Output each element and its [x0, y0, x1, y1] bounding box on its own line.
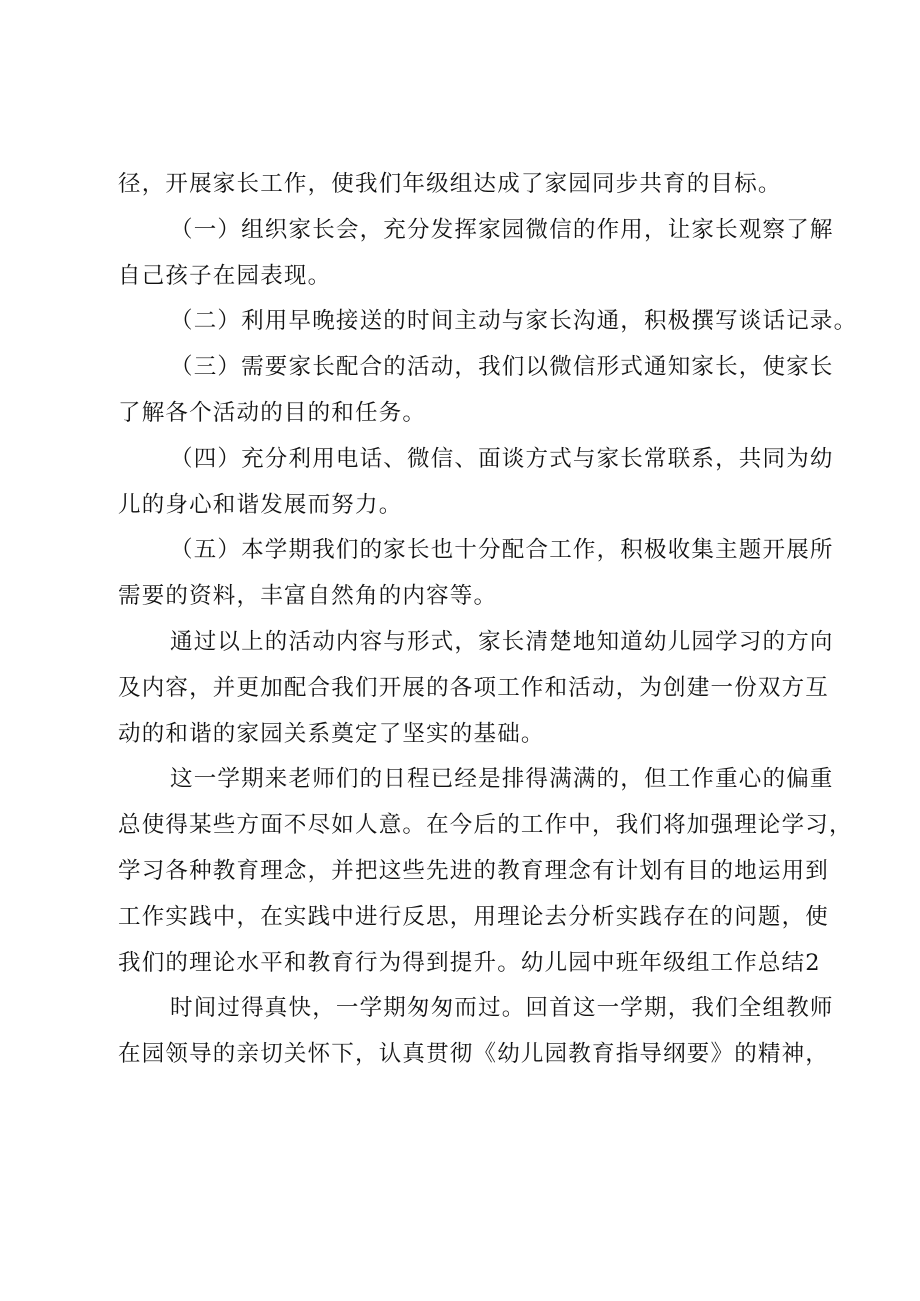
text-line: 及内容，并更加配合我们开展的各项工作和活动，为创建一份双方互 — [118, 674, 830, 701]
document-body — [118, 162, 858, 1078]
text-line: 了解各个活动的目的和任务。 — [118, 399, 427, 426]
text-line: 我们的理论水平和教育行为得到提升。幼儿园中班年级组工作总结2 — [118, 949, 821, 976]
text-line: （五）本学期我们的家长也十分配合工作，积极收集主题开展所 — [170, 537, 834, 564]
text-line: 这一学期来老师们的日程已经是排得满满的，但工作重心的偏重 — [170, 766, 834, 793]
text-line: 通过以上的活动内容与形式，家长清楚地知道幼儿园学习的方向 — [170, 628, 834, 655]
text-line: （一）组织家长会，充分发挥家园微信的作用，让家长观察了解 — [170, 216, 834, 243]
text-line: （四）充分利用电话、微信、面谈方式与家长常联系，共同为幼 — [170, 445, 834, 472]
text-line: 径，开展家长工作，使我们年级组达成了家园同步共育的目标。 — [118, 171, 782, 197]
text-line: 动的和谐的家园关系奠定了坚实的基础。 — [118, 720, 545, 747]
text-line: 自己孩子在园表现。 — [118, 262, 332, 289]
text-line: 在园领导的亲切关怀下，认真贯彻《幼儿园教育指导纲要》的精神， — [118, 1041, 830, 1068]
text-line: 时间过得真快，一学期匆匆而过。回首这一学期，我们全组教师 — [170, 995, 834, 1022]
text-line: （二）利用早晚接送的时间主动与家长沟通，积极撰写谈话记录。 — [170, 308, 858, 335]
text-line: （三）需要家长配合的活动，我们以微信形式通知家长，使家长 — [170, 354, 834, 381]
text-line: 需要的资料，丰富自然角的内容等。 — [118, 583, 498, 610]
text-line: 学习各种教育理念，并把这些先进的教育理念有计划有目的地运用到 — [118, 857, 830, 884]
text-line: 工作实践中，在实践中进行反思，用理论去分析实践存在的问题，使 — [118, 903, 830, 930]
text-line: 总使得某些方面不尽如人意。在今后的工作中，我们将加强理论学习， — [118, 812, 853, 839]
text-line: 儿的身心和谐发展而努力。 — [118, 491, 403, 518]
